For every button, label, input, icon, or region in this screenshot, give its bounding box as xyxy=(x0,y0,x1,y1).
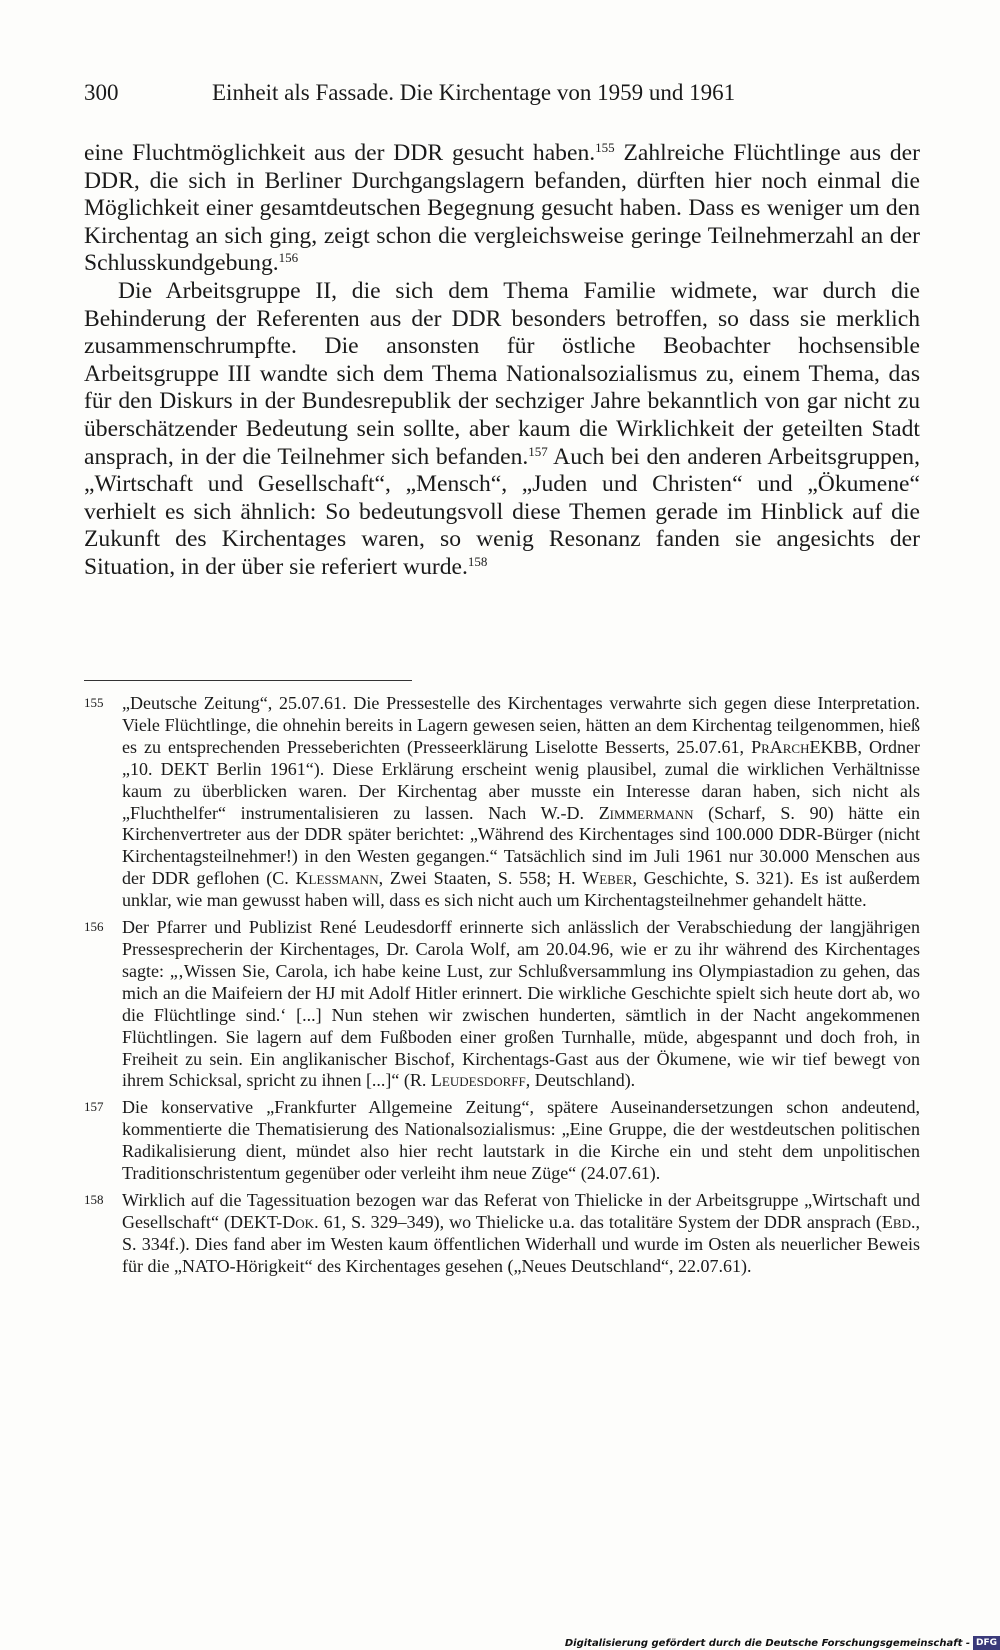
footnote-158 xyxy=(84,1190,920,1278)
running-title: Einheit als Fassade. Die Kirchentage von 1959 und 1961 xyxy=(212,80,736,105)
footnote-number: 158 xyxy=(84,1191,104,1207)
footnote-text-part: „Deutsche Zeitung“, 25.07.61. Die Pressestelle des Kirchentages verwahrte sich gegen diese Interpretation. Viele Flüchtlinge, die ohnehin bereits in Lagern gewesen seien, hätten an dem Kirchentag teilgenommen, hieß es zu entsprechenden Presseberichten (Presseerklärung Liselotte Besserts, 25.07.61, xyxy=(122,693,920,757)
footnote-text-part: 61, S. 329–349), wo Thielicke u.a. das totalitäre System der DDR ansprach ( xyxy=(318,1211,882,1232)
paragraph-1 xyxy=(84,140,920,278)
footnote-number: 157 xyxy=(84,1099,104,1115)
footnote-smallcaps: Leudesdorff xyxy=(430,1070,526,1091)
footnote-text-part: , S. 334f.). Dies fand aber im Westen kaum öffentlichen Widerhall und wurde im Osten als neuerlicher Beweis für die „NATO-Hörigkeit“ des Kirchentages gesehen („Neues Deutschland“, 22.07.61). xyxy=(122,1211,920,1276)
footnote-text-part: , Ordner „10. DEKT Berlin 1961“). Diese Erklärung erscheint wenig plausibel, zumal die wirklichen Verhältnisse kaum zu überblicken waren. Der Kirchentag aber musste ein Interesse daran haben, sich nicht als „Fluchthelfer“ instrumentalisieren zu lassen. Nach W.-D. xyxy=(122,736,920,823)
footnote-text-part: (Scharf, S. 90) hätte ein Kirchenvertreter aus der DDR später berichtet: „Während des Kirchentages sind 100.000 DDR-Bürger (nicht Kirchentagsteilnehmer!) in den Westen gegangen.“ Tatsächlich sind im Juli 1961 nur 30.000 Menschen aus der DDR geflohen (C. xyxy=(122,802,921,889)
footnote-ref-158: 158 xyxy=(467,553,488,569)
footnote-text xyxy=(122,1190,920,1278)
footnote-smallcaps: PrArchEKBB xyxy=(751,736,858,757)
footnote-157 xyxy=(84,1097,920,1185)
footnote-text xyxy=(122,917,920,1092)
running-header xyxy=(84,78,920,108)
footnote-ref-157: 157 xyxy=(528,443,548,459)
footnote-text-part: , Zwei Staaten, S. 558; H. xyxy=(378,868,583,889)
paragraph-2-text-a: Die Arbeitsgruppe II, die sich dem Thema Familie widmete, war durch die Behinderung der Referenten aus der DDR besonders betroffen, so dass sie merklich zusammenschrumpfte. Die ansonsten für östliche Beobachter hochsensible Arbeitsgruppe III wandte sich dem Thema Nationalsozialismus zu, einem Thema, das für den Diskurs in der Bundesrepublik der sechziger Jahre bekanntlich von gar nicht zu überschätzender Bedeutung sein sollte, aber kaum die Wirklichkeit der geteilten Stadt ansprach, in der die Teilnehmer sich befanden. xyxy=(84,277,920,470)
paragraph-1-text-a: eine Fluchtmöglichkeit aus der DDR gesucht haben. xyxy=(84,140,596,166)
footnote-text-part: Der Pfarrer und Publizist René Leudesdorff erinnerte sich anlässlich der Verabschiedung der langjährigen Pressesprecherin der Kirchentages, Dr. Carola Wolf, am 20.04.96, wie er zu ihr während des Kirchentages sagte: „‚Wissen Sie, Carola, ich habe keine Lust, zur Schlußversammlung ins Olympiastadion zu gehen, das mich an die Maifeiern der HJ mit Adolf Hitler erinnert. Die wirkliche Geschichte spielt sich heute dort ab, wo die Flüchtlinge sind.‘ [...] Nun stehen wir zwischen hunderten, sämtlich in der Nacht angekommenen Flüchtlingen. Sie lagern auf dem Fußboden einer großen Turnhalle, müde, abgespannt und doch froh, in Freiheit zu sein. Ein anglikanischer Bischof, Kirchentags-Gast aus der Ökumene, wie wir tief bewegt von ihrem Schicksal, spricht zu ihnen [...]“ (R. xyxy=(122,917,920,1091)
footnote-smallcaps: Zimmermann xyxy=(598,802,694,823)
footnote-smallcaps: Klessmann xyxy=(295,868,379,889)
footnote-ref-155: 155 xyxy=(595,140,615,155)
footnote-156 xyxy=(84,917,920,1092)
footnote-155 xyxy=(84,693,920,912)
paragraph-2 xyxy=(84,278,920,582)
paragraph-1-text-b: Zahlreiche Flüchtlinge aus der DDR, die sich in Berliner Durchgangslagern befanden, dürften hier noch einmal die Möglichkeit einer gesamtdeutschen Begegnung gesucht haben. Dass es weniger um den Kirchentag an sich ging, zeigt schon die vergleichsweise geringe Teilnehmerzahl an der Schlusskundgebung. xyxy=(84,140,920,277)
footnote-smallcaps: Weber xyxy=(582,868,633,889)
dfg-logo: DFG xyxy=(973,1636,1000,1650)
main-text xyxy=(84,140,920,582)
footnote-text xyxy=(122,693,920,912)
footnote-text-part: , Geschichte, S. 321). Es ist außerdem unklar, wie man gewusst haben will, dass es sich nicht auch um Kirchentagsteilnehmer gehandelt hätte. xyxy=(122,868,920,911)
footnote-number: 155 xyxy=(84,695,104,710)
digitization-credit xyxy=(565,1636,1000,1650)
footnote-text-part: Wirklich auf die Tagessituation bezogen war das Referat von Thielicke in der Arbeitsgruppe „Wirtschaft und Gesellschaft“ ( xyxy=(122,1189,920,1232)
credit-text: Digitalisierung gefördert durch die Deutsche Forschungsgemeinschaft - xyxy=(564,1637,970,1649)
footnotes xyxy=(84,693,920,1283)
page-number: 300 xyxy=(84,80,119,105)
footnote-separator xyxy=(84,680,412,681)
footnote-smallcaps: DEKT-Dok. xyxy=(229,1211,319,1232)
footnote-text: Die konservative „Frankfurter Allgemeine Zeitung“, spätere Auseinandersetzungen schon andeutend, kommentierte die Thematisierung des Nationalsozialismus: „Eine Gruppe, die der westdeutschen politischen Radikalisierung dient, mündet also hier recht lautstark in die Kirche ein und steht dem unpolitischen Traditionschristentum gegenüber oder verleiht ihm neue Züge“ (24.07.61). xyxy=(122,1097,920,1184)
footnote-number: 156 xyxy=(84,919,104,935)
paragraph-2-text-b: Auch bei den anderen Arbeitsgruppen, „Wirtschaft und Gesellschaft“, „Mensch“, „Juden und Christen“ und „Ökumene“ verhielt es sich ähnlich: So bedeutungsvoll diese Themen gerade im Hinblick auf die Zukunft des Kirchentages waren, so wenig Resonanz fanden sie angesichts der Situation, in der über sie referiert wurde. xyxy=(84,443,921,580)
footnote-smallcaps: Ebd. xyxy=(881,1211,916,1232)
footnote-text-part: , Deutschland). xyxy=(525,1070,636,1091)
footnote-ref-156: 156 xyxy=(278,250,299,266)
